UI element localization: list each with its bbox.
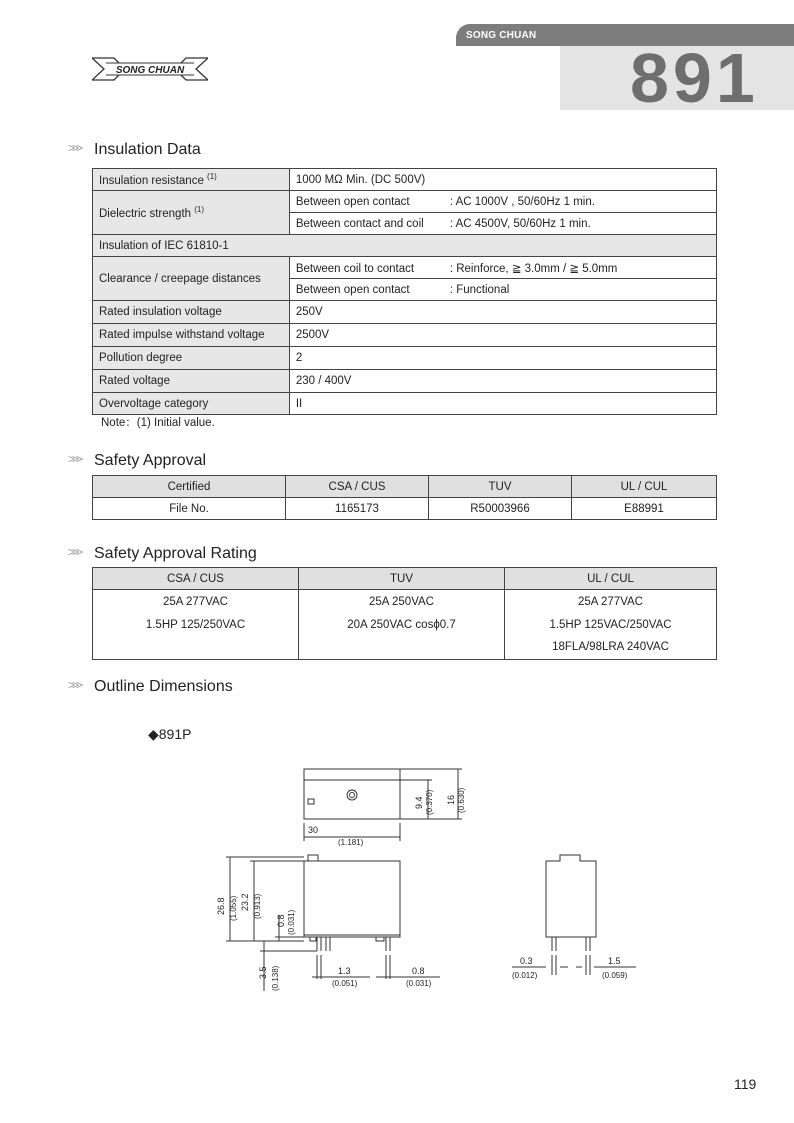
approval-table bbox=[92, 475, 717, 520]
table-row: Insulation resistance $^{(1)}$ 1000 MΩ Min. (DC 500V) bbox=[93, 169, 717, 191]
dim-standoff: 0.8 bbox=[276, 914, 286, 927]
page-number: 119 bbox=[734, 1076, 757, 1092]
table-row: 25A 277VAC 25A 250VAC 25A 277VAC bbox=[93, 590, 717, 614]
table-row: Between open contact : Functional bbox=[93, 279, 717, 301]
dim-body-height: 23.2 bbox=[240, 893, 250, 911]
table-row: Between contact and coil : AC 4500V, 50/60Hz 1 min. bbox=[93, 213, 717, 235]
table-row: Rated impulse withstand voltage 2500V bbox=[93, 324, 717, 347]
table-row: Insulation of IEC 61810-1 bbox=[93, 235, 717, 257]
dim-top-h1-inch: (0.370) bbox=[425, 789, 434, 815]
section-title-approval: >>> Safety Approval bbox=[68, 452, 207, 469]
dim-width-inch: (1.181) bbox=[338, 838, 364, 847]
relay-side-view bbox=[546, 855, 596, 937]
logo-text: SONG CHUAN bbox=[115, 65, 185, 76]
dim-pin-length-inch: (0.138) bbox=[271, 965, 280, 991]
dim-height: 26.8 bbox=[216, 897, 226, 915]
table-row: Rated voltage 230 / 400V bbox=[93, 370, 717, 393]
table-row: Rated insulation voltage 250V bbox=[93, 301, 717, 324]
table-row: Overvoltage category II bbox=[93, 393, 717, 415]
dim-height-inch: (1.055) bbox=[229, 895, 238, 921]
relay-top-view bbox=[304, 769, 400, 819]
outline-drawing bbox=[200, 755, 660, 1000]
dim-side-t2: 1.5 bbox=[608, 956, 621, 966]
dim-pin-w1: 1.3 bbox=[338, 966, 351, 976]
dim-top-h2-inch: (0.630) bbox=[457, 787, 466, 813]
table-row: 18FLA/98LRA 240VAC bbox=[93, 636, 717, 660]
table-header-row: Certified CSA / CUS TUV UL / CUL bbox=[93, 476, 717, 498]
section-title-outline: >>> Outline Dimensions bbox=[68, 678, 233, 695]
dim-side-t1-inch: (0.012) bbox=[512, 971, 538, 980]
section-title-insulation: >>> Insulation Data bbox=[68, 141, 201, 158]
table-row: File No. 1165173 R50003966 E88991 bbox=[93, 498, 717, 520]
table-header-row: CSA / CUS TUV UL / CUL bbox=[93, 568, 717, 590]
table-row: 1.5HP 125/250VAC 20A 250VAC cosϕ0.7 1.5HP 125VAC/250VAC bbox=[93, 614, 717, 636]
dim-width: 30 bbox=[308, 825, 319, 835]
dim-top-h1: 9.4 bbox=[414, 796, 424, 809]
insulation-note: Note：(1) Initial value. bbox=[101, 417, 215, 429]
dim-pin-w2: 0.8 bbox=[412, 966, 425, 976]
brand-name: SONG CHUAN bbox=[466, 30, 537, 41]
relay-front-view bbox=[304, 861, 400, 937]
model-number: 891 bbox=[630, 39, 759, 117]
company-logo bbox=[92, 54, 208, 84]
dim-pin-w2-inch: (0.031) bbox=[406, 979, 432, 988]
dim-side-t2-inch: (0.059) bbox=[602, 971, 628, 980]
section-title-rating: >>> Safety Approval Rating bbox=[68, 545, 257, 562]
dim-body-height-inch: (0.913) bbox=[253, 893, 262, 919]
dim-pin-length: 3.5 bbox=[258, 966, 268, 979]
dim-side-t1: 0.3 bbox=[520, 956, 533, 966]
insulation-table bbox=[92, 168, 717, 415]
table-row: Pollution degree 2 bbox=[93, 347, 717, 370]
variant-label: ◆891P bbox=[148, 726, 192, 742]
rating-table bbox=[92, 567, 717, 660]
dim-standoff-inch: (0.031) bbox=[287, 909, 296, 935]
table-row: Clearance / creepage distances Between coil to contact : Reinforce, ≧ 3.0mm / ≧ 5.0mm bbox=[93, 257, 717, 279]
dim-pin-w1-inch: (0.051) bbox=[332, 979, 358, 988]
table-row: Dielectric strength $^{(1)}$ Between open contact : AC 1000V , 50/60Hz 1 min. bbox=[93, 191, 717, 213]
top-view-hole bbox=[347, 790, 357, 800]
dim-top-h2: 16 bbox=[446, 794, 456, 805]
